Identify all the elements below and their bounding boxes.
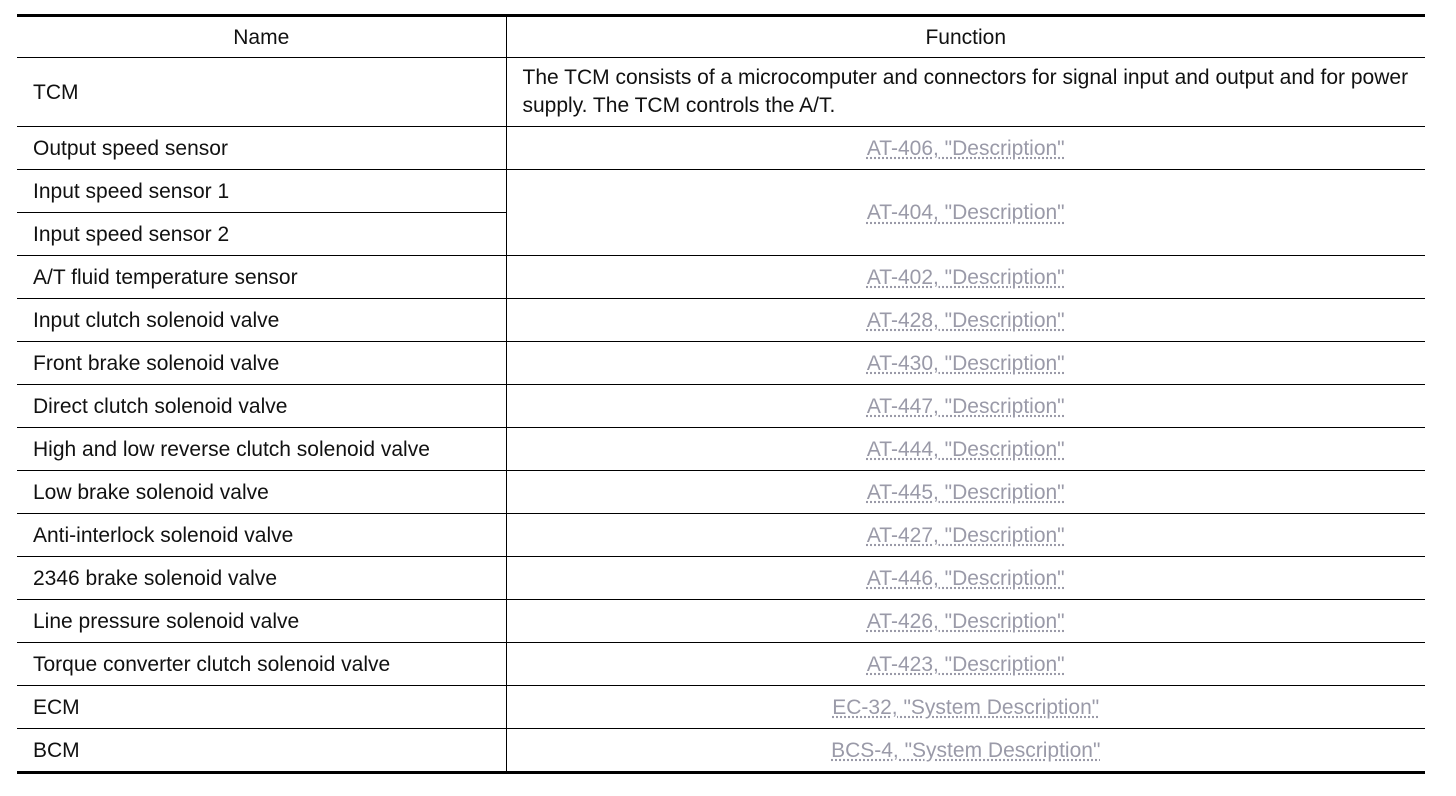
component-name: BCM [17,729,506,773]
component-name: Output speed sensor [17,127,506,170]
reference-link[interactable]: AT-447, "Description" [866,394,1065,418]
component-name: Anti-interlock solenoid valve [17,514,506,557]
header-function: Function [506,16,1425,58]
function-cell [506,256,1425,299]
table-row [17,600,1425,643]
component-name: Input speed sensor 1 [17,170,506,213]
table-row [17,686,1425,729]
function-cell [506,557,1425,600]
function-cell [506,514,1425,557]
table-row [17,428,1425,471]
reference-link[interactable]: AT-404, "Description" [866,201,1065,224]
table-row [17,256,1425,299]
function-cell [506,127,1425,170]
table-row [17,127,1425,170]
header-name: Name [17,16,506,58]
reference-link[interactable]: EC-32, "System Description" [832,695,1100,719]
table-row [17,729,1425,773]
function-cell [506,385,1425,428]
reference-link[interactable]: AT-426, "Description" [866,609,1065,633]
component-name: Line pressure solenoid valve [17,600,506,643]
table-row [17,58,1425,127]
table-row [17,557,1425,600]
function-cell [506,428,1425,471]
function-cell [506,600,1425,643]
reference-link[interactable]: AT-444, "Description" [866,437,1065,461]
table-row [17,170,1425,213]
reference-link[interactable]: AT-430, "Description" [866,351,1065,375]
component-name: Input speed sensor 2 [17,213,506,256]
table-row [17,471,1425,514]
component-name: 2346 brake solenoid valve [17,557,506,600]
reference-link[interactable]: AT-445, "Description" [866,480,1065,504]
component-name: High and low reverse clutch solenoid valve [17,428,506,471]
component-name: Torque converter clutch solenoid valve [17,643,506,686]
reference-link[interactable]: AT-406, "Description" [866,136,1065,160]
component-function-table [17,14,1425,774]
function-cell [506,170,1425,256]
function-cell [506,299,1425,342]
table-row [17,299,1425,342]
reference-link[interactable]: AT-427, "Description" [866,523,1065,547]
component-name: Direct clutch solenoid valve [17,385,506,428]
function-cell [506,686,1425,729]
reference-link[interactable]: AT-423, "Description" [866,652,1065,676]
reference-link[interactable]: AT-446, "Description" [866,566,1065,590]
component-name: ECM [17,686,506,729]
reference-link[interactable]: AT-428, "Description" [866,308,1065,332]
component-name: Input clutch solenoid valve [17,299,506,342]
function-cell [506,342,1425,385]
component-name: Front brake solenoid valve [17,342,506,385]
component-function: The TCM consists of a microcomputer and connectors for signal input and output and for power supply. The TCM controls the A/T. [506,58,1425,127]
component-name: A/T fluid temperature sensor [17,256,506,299]
component-name: Low brake solenoid valve [17,471,506,514]
function-cell [506,471,1425,514]
table-row [17,514,1425,557]
table-row [17,643,1425,686]
table-row [17,385,1425,428]
component-name: TCM [17,58,506,127]
table-row [17,342,1425,385]
function-cell [506,643,1425,686]
reference-link[interactable]: AT-402, "Description" [866,265,1065,289]
function-cell [506,729,1425,773]
reference-link[interactable]: BCS-4, "System Description" [831,738,1101,762]
table-header-row [17,16,1425,58]
